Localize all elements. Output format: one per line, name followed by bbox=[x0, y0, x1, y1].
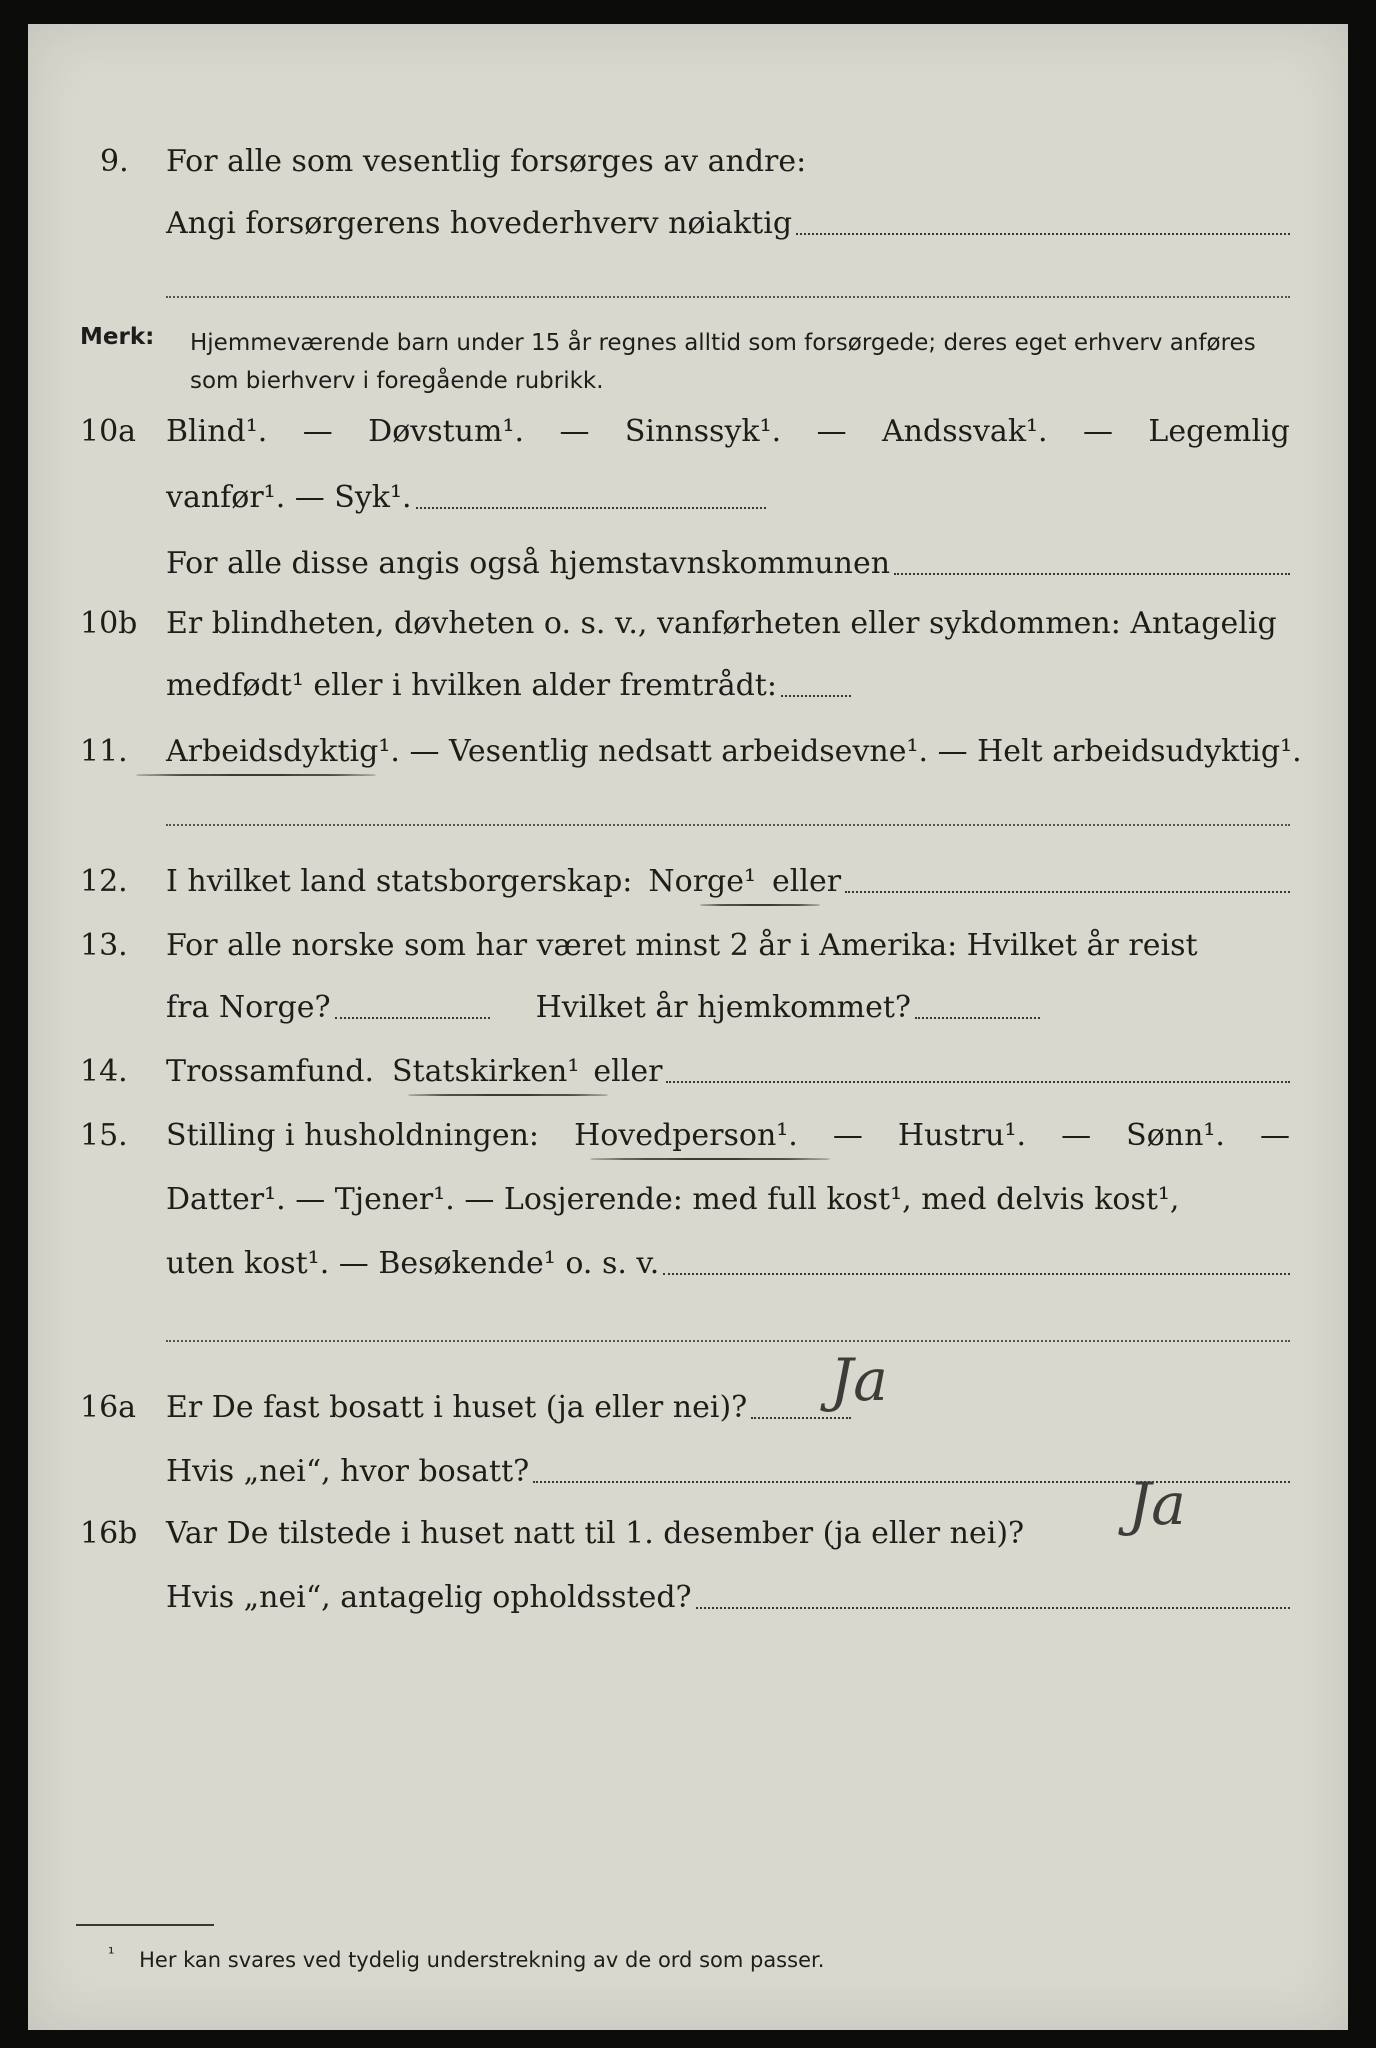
q15-text2[interactable]: Datter¹. — Tjener¹. — Losjerende: med full kost¹, med delvis kost¹, bbox=[166, 1182, 1180, 1217]
q14-eller: eller bbox=[593, 1054, 663, 1089]
footnote-mark: ¹ bbox=[108, 1944, 115, 1963]
q16b-text1: Var De tilstede i huset natt til 1. desember (ja eller nei)? bbox=[166, 1516, 1025, 1551]
option-statskirken[interactable]: Statskirken¹ bbox=[392, 1054, 580, 1089]
merk-label: Merk: bbox=[80, 324, 155, 350]
answer-field-q14[interactable] bbox=[666, 1081, 1290, 1083]
answer-field-reist[interactable] bbox=[335, 1017, 490, 1019]
footnote bbox=[108, 1944, 824, 1972]
q11-number: 11. bbox=[80, 734, 128, 769]
handwritten-underline-norge bbox=[700, 904, 820, 906]
option-hustru[interactable]: Hustru¹. bbox=[897, 1118, 1027, 1153]
handwritten-answer-q16a: Ja bbox=[830, 1346, 888, 1414]
option-legemlig[interactable]: Legemlig bbox=[1148, 414, 1290, 449]
census-form-page: 9. For alle som vesentlig forsørges av andre: Angi forsørgerens hovederhverv nøiaktig Merk: Hjemmeværende barn under 15 år regnes alltid som forsørgede; deres eget erhverv anføres som bierhverv i foregående rubrikk. 10a Blind¹. — Døvstum¹. — Sinnssyk¹. — Andssvak¹. — Legemlig vanfør¹. — Syk¹. For alle disse angis også hjemstavnskommunen 10b Er blindheten, døvheten o. s. v., vanførheten eller sykdommen: Antagelig medfødt¹ eller i hvilken alder fremtrådt: 11. Arbeidsdyktig¹. — Vesentlig nedsatt arbeidsevne¹. — Helt arbeidsudyktig¹. 12. I hvilket land statsborgerskap: Norge¹ eller 13. For alle norske som har været minst 2 år i Amerika: Hvilket år reist fra Norge? Hvilket år hjemkommet? 14. Trossamfund. Statskirken¹ eller 15. Stilling i husholdningen: Hovedperson¹. — Hustru¹. — Sønn¹. — Datter¹. — Tjener¹. — Losjerende: med full kost¹, med delvis kost¹, uten kost¹. — Besøkende¹ o. s. v. 16a Er De fast bosatt i huset (ja eller nei)? Ja Hvis „nei“, hvor bosatt? 16b Var De tilstede i huset natt til 1. desember (ja eller nei)? Ja Hvis „nei“, antagelig opholdssted? $^{^1}$ Her kan svares ved tydelig understrekning av de ord som passer. bbox=[28, 24, 1348, 2030]
q16b-number: 16b bbox=[80, 1516, 138, 1551]
answer-field-q15[interactable] bbox=[663, 1273, 1290, 1275]
q13-text2a: fra Norge? bbox=[166, 990, 331, 1025]
handwritten-underline-arbeidsdyktig bbox=[136, 774, 376, 776]
q10b-text2: medfødt¹ eller i hvilken alder fremtrådt: bbox=[166, 668, 777, 703]
option-blind[interactable]: Blind¹. bbox=[166, 414, 268, 449]
q12-text: I hvilket land statsborgerskap: bbox=[166, 864, 633, 899]
q13-text2b: Hvilket år hjemkommet? bbox=[535, 990, 912, 1025]
option-hovedperson[interactable]: Hovedperson¹. bbox=[574, 1118, 798, 1153]
q16a-text2: Hvis „nei“, hvor bosatt? bbox=[166, 1454, 530, 1489]
q16b-text2: Hvis „nei“, antagelig opholdssted? bbox=[166, 1580, 692, 1615]
answer-field-q12[interactable] bbox=[845, 891, 1290, 893]
option-andssvak[interactable]: Andssvak¹. bbox=[882, 414, 1048, 449]
q16a-number: 16a bbox=[80, 1390, 137, 1425]
q10a-number: 10a bbox=[80, 414, 137, 449]
answer-field-q10b[interactable] bbox=[781, 695, 851, 697]
option-sonn[interactable]: Sønn¹. bbox=[1126, 1118, 1225, 1153]
answer-field-q9[interactable] bbox=[796, 233, 1290, 235]
answer-field-opholdssted[interactable] bbox=[696, 1607, 1290, 1609]
merk-text: Hjemmeværende barn under 15 år regnes alltid som forsørgede; deres eget erhverv anføres som bierhverv i foregående rubrikk. bbox=[190, 330, 1256, 394]
q14-number: 14. bbox=[80, 1054, 128, 1089]
q9-number: 9. bbox=[100, 144, 129, 179]
answer-field-hjemstavn[interactable] bbox=[894, 573, 1290, 575]
handwritten-answer-q16b: Ja bbox=[1128, 1470, 1186, 1538]
q10a-text3: For alle disse angis også hjemstavnskommunen bbox=[166, 546, 891, 581]
option-norge[interactable]: Norge¹ bbox=[648, 864, 757, 899]
q12-eller: eller bbox=[772, 864, 842, 899]
footnote-text: Her kan svares ved tydelig understrekning av de ord som passer. bbox=[139, 1948, 825, 1972]
q9-text2: Angi forsørgerens hovederhverv nøiaktig bbox=[166, 206, 793, 241]
q10b-text1: Er blindheten, døvheten o. s. v., vanførheten eller sykdommen: Antagelig bbox=[166, 606, 1277, 641]
q13-text1: For alle norske som har været minst 2 år i Amerika: Hvilket år reist bbox=[166, 928, 1198, 963]
handwritten-underline-statskirken bbox=[408, 1094, 608, 1096]
q9-text: For alle som vesentlig forsørges av andre: bbox=[166, 144, 807, 179]
q12-number: 12. bbox=[80, 864, 128, 899]
answer-field-q16a[interactable] bbox=[751, 1417, 851, 1419]
footnote-rule bbox=[76, 1924, 214, 1926]
dotted-separator bbox=[166, 1340, 1290, 1342]
handwritten-underline-hovedperson bbox=[590, 1158, 830, 1160]
answer-field-hjemkommet[interactable] bbox=[915, 1017, 1040, 1019]
q14-text: Trossamfund. bbox=[166, 1054, 375, 1089]
answer-field-q10a[interactable] bbox=[416, 507, 766, 509]
option-sinnssyk[interactable]: Sinnssyk¹. bbox=[624, 414, 782, 449]
q15-number: 15. bbox=[80, 1118, 128, 1153]
dotted-separator bbox=[166, 824, 1290, 826]
q13-number: 13. bbox=[80, 928, 128, 963]
q16a-text1: Er De fast bosatt i huset (ja eller nei)? bbox=[166, 1390, 748, 1425]
q10b-number: 10b bbox=[80, 606, 138, 641]
option-dovstum[interactable]: Døvstum¹. bbox=[368, 414, 525, 449]
q10a-options: Blind¹. — Døvstum¹. — Sinnssyk¹. — Andssvak¹. — Legemlig bbox=[166, 414, 1290, 449]
merk-note bbox=[28, 324, 1348, 404]
q15-text: Stilling i husholdningen: bbox=[166, 1118, 540, 1153]
option-vanfor-syk[interactable]: vanfør¹. — Syk¹. bbox=[166, 480, 412, 515]
dotted-separator bbox=[166, 296, 1290, 298]
q15-text3[interactable]: uten kost¹. — Besøkende¹ o. s. v. bbox=[166, 1246, 660, 1281]
q11-text[interactable]: Arbeidsdyktig¹. — Vesentlig nedsatt arbeidsevne¹. — Helt arbeidsudyktig¹. bbox=[166, 734, 1302, 769]
